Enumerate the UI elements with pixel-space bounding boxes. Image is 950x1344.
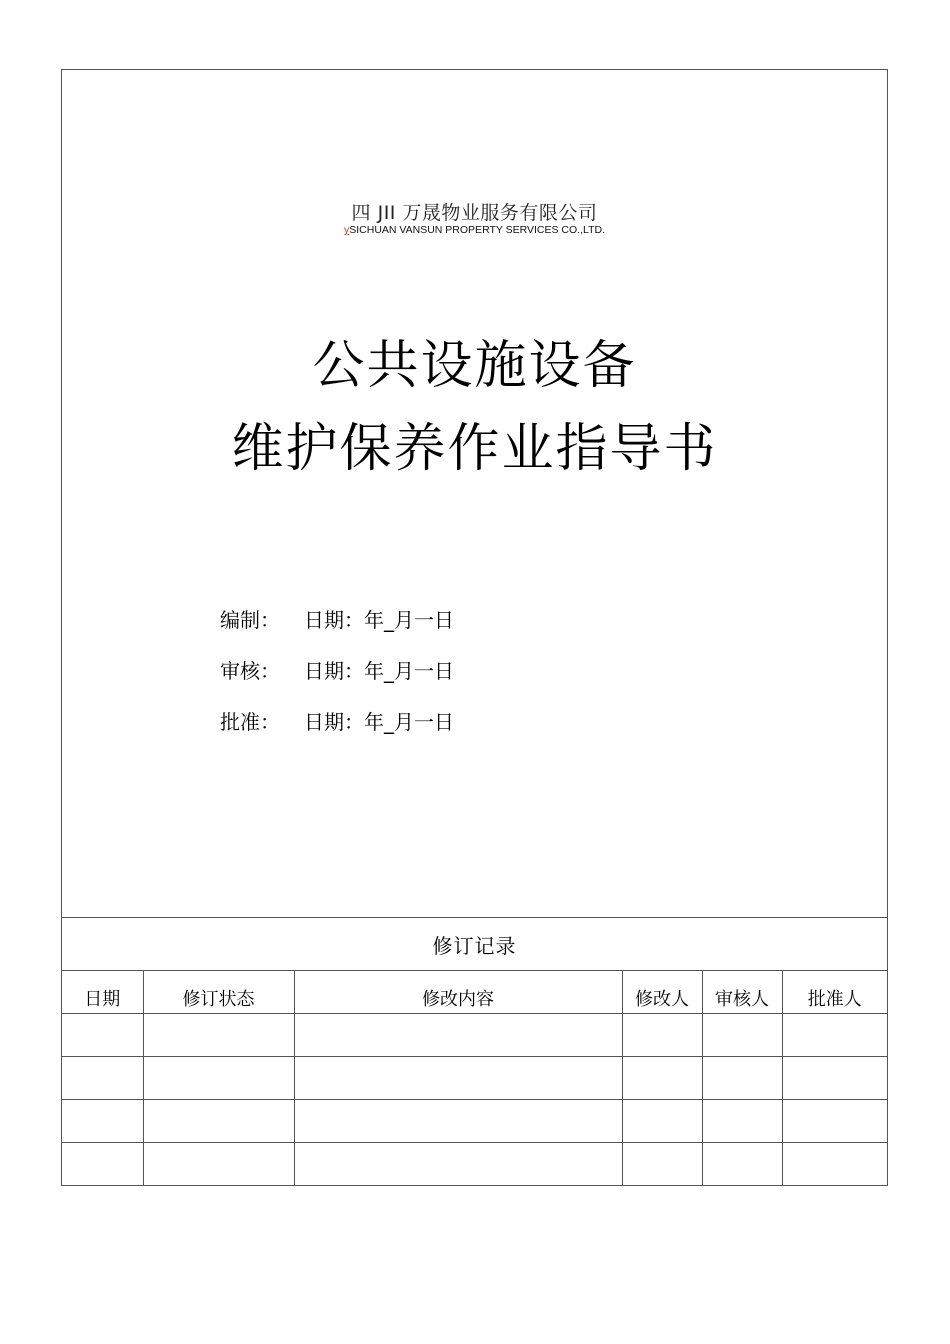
table-cell bbox=[702, 1143, 782, 1186]
table-cell bbox=[294, 1014, 622, 1057]
table-cell bbox=[782, 1143, 887, 1186]
table-cell bbox=[143, 1057, 294, 1100]
table-cell bbox=[702, 1014, 782, 1057]
table-cell bbox=[622, 1143, 702, 1186]
company-name-en-text: SICHUAN VANSUN PROPERTY SERVICES CO.,LTD. bbox=[349, 224, 605, 236]
column-header-approved-by: 批准人 bbox=[782, 971, 887, 1014]
table-cell bbox=[702, 1100, 782, 1143]
column-header-change-content: 修改内容 bbox=[294, 971, 622, 1014]
revision-record-caption: 修订记录 bbox=[62, 918, 887, 971]
company-name-en bbox=[62, 224, 887, 236]
signoff-row-reviewed bbox=[220, 651, 454, 702]
signoff-role: 审核： bbox=[220, 659, 280, 683]
table-row bbox=[62, 1143, 887, 1186]
table-cell bbox=[782, 1057, 887, 1100]
signoff-role: 批准： bbox=[220, 710, 280, 734]
table-cell bbox=[702, 1057, 782, 1100]
table-cell bbox=[143, 1100, 294, 1143]
company-logo-mark: y bbox=[343, 224, 350, 236]
signoff-role: 编制： bbox=[220, 608, 280, 632]
signoff-row-approved bbox=[220, 702, 454, 753]
table-cell bbox=[62, 1057, 143, 1100]
table-cell bbox=[782, 1014, 887, 1057]
table-cell bbox=[62, 1143, 143, 1186]
table-cell bbox=[294, 1100, 622, 1143]
signoff-date: 日期：年_月一日 bbox=[304, 710, 454, 734]
table-row bbox=[62, 1057, 887, 1100]
signoff-date: 日期：年_月一日 bbox=[304, 659, 454, 683]
table-cell bbox=[622, 1014, 702, 1057]
table-cell bbox=[143, 1014, 294, 1057]
column-header-reviewed-by: 审核人 bbox=[702, 971, 782, 1014]
signoff-date: 日期：年_月一日 bbox=[304, 608, 454, 632]
column-header-date: 日期 bbox=[62, 971, 143, 1014]
table-cell bbox=[143, 1143, 294, 1186]
table-cell bbox=[62, 1100, 143, 1143]
document-title-line-2: 维护保养作业指导书 bbox=[231, 419, 718, 479]
table-cell bbox=[294, 1143, 622, 1186]
document-title-line-1: 公共设施设备 bbox=[312, 336, 637, 396]
table-row bbox=[62, 1014, 887, 1057]
revision-record-table bbox=[62, 917, 887, 1185]
table-row bbox=[62, 1100, 887, 1143]
column-header-modified-by: 修改人 bbox=[622, 971, 702, 1014]
table-cell bbox=[294, 1057, 622, 1100]
signoff-row-prepared bbox=[220, 600, 454, 651]
table-cell bbox=[782, 1100, 887, 1143]
signoff-block bbox=[220, 600, 454, 753]
table-cell bbox=[62, 1014, 143, 1057]
page-frame bbox=[61, 69, 888, 1186]
table-cell bbox=[622, 1057, 702, 1100]
company-name-cn: 四 JII 万晟物业服务有限公司 bbox=[351, 202, 598, 224]
table-cell bbox=[622, 1100, 702, 1143]
column-header-revision-status: 修订状态 bbox=[143, 971, 294, 1014]
